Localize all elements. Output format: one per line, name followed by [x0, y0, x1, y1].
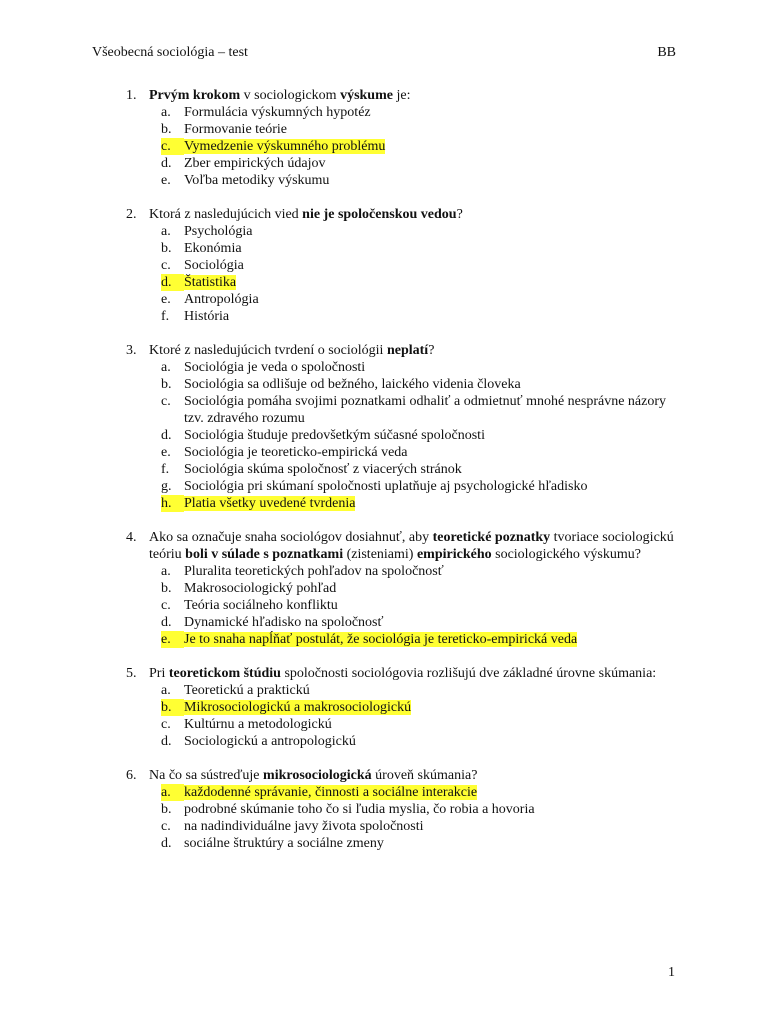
option-text: [184, 240, 686, 257]
option-text-content: Je to snaha napĺňať postulát, že sociológia je tereticko-empirická veda: [184, 632, 578, 647]
question-text-bold: neplatí: [386, 343, 429, 358]
question-3: [126, 342, 686, 512]
option-text: [184, 393, 686, 427]
option-label: c.: [161, 717, 171, 732]
option-label: h.: [161, 495, 184, 512]
option-text-content: Zber empirických údajov: [184, 156, 326, 171]
option-label: b.: [161, 377, 172, 392]
question-text-run: Ktoré z nasledujúcich tvrdení o sociológii: [149, 343, 387, 358]
option-text: [184, 716, 686, 733]
option-label: c.: [161, 394, 171, 409]
option-text-content: Sociológia skúma spoločnosť z viacerých stránok: [184, 462, 462, 477]
option-text: [184, 699, 686, 716]
answer-option: [126, 682, 686, 699]
question-text-run: (zisteniami): [343, 547, 417, 562]
option-text: [184, 784, 686, 801]
option-label: a.: [161, 683, 171, 698]
question-text-run: sociologického výskumu?: [491, 547, 641, 562]
question-text: [149, 665, 686, 682]
option-text-content: podrobné skúmanie toho čo si ľudia myslia, čo robia a hovoria: [184, 802, 535, 817]
question-text-bold: teoretickom štúdiu: [168, 666, 281, 681]
option-label: a.: [161, 224, 171, 239]
option-text-content: Pluralita teoretických pohľadov na spoločnosť: [184, 564, 444, 579]
question-number: 3.: [126, 343, 137, 358]
option-label: e.: [161, 173, 171, 188]
option-text: [184, 597, 686, 614]
question-text-run: v sociologickom: [240, 88, 341, 103]
question-stem: [126, 87, 686, 104]
option-text: [184, 274, 686, 291]
option-label: b.: [161, 802, 172, 817]
option-text-content: Antropológia: [184, 292, 259, 307]
answer-option: [126, 444, 686, 461]
option-text: [184, 478, 686, 495]
option-text-content: Sociológia študuje predovšetkým súčasné spoločnosti: [184, 428, 485, 443]
question-text-run: spoločnosti sociológovia rozlišujú dve základné úrovne skúmania:: [280, 666, 657, 681]
question-list: [126, 87, 686, 869]
option-label: e.: [161, 445, 171, 460]
answer-option: [126, 580, 686, 597]
option-text-content: Štatistika: [184, 275, 237, 290]
option-text: [184, 801, 686, 818]
option-text-content: Dynamické hľadisko na spoločnosť: [184, 615, 384, 630]
question-text-bold: teoretické poznatky: [432, 530, 551, 545]
answer-option-highlighted: [126, 274, 686, 291]
option-label: d.: [161, 428, 172, 443]
question-6: [126, 767, 686, 852]
option-text-content: Sociológia sa odlišuje od bežného, laického videnia človeka: [184, 377, 521, 392]
answer-option: [126, 733, 686, 750]
question-text: [149, 342, 686, 359]
option-text: [184, 359, 686, 376]
answer-option-highlighted: [126, 138, 686, 155]
answer-option: [126, 563, 686, 580]
option-text: [184, 427, 686, 444]
option-text-content: Teoretickú a praktickú: [184, 683, 310, 698]
answer-option: [126, 240, 686, 257]
question-text: [149, 529, 686, 563]
option-label: a.: [161, 564, 171, 579]
answer-option: [126, 172, 686, 189]
option-label: e.: [161, 631, 184, 648]
question-2: [126, 206, 686, 325]
question-stem: [126, 206, 686, 223]
question-1: [126, 87, 686, 189]
question-text-run: je:: [392, 88, 411, 103]
option-text: [184, 172, 686, 189]
question-text: [149, 767, 686, 784]
answer-option-highlighted: [126, 699, 686, 716]
question-text-run: tvoriace sociologickú teóriu: [149, 530, 674, 562]
option-text: [184, 444, 686, 461]
option-text: [184, 291, 686, 308]
answer-option: [126, 716, 686, 733]
option-label: b.: [161, 699, 184, 716]
option-text-content: sociálne štruktúry a sociálne zmeny: [184, 836, 384, 851]
question-4: [126, 529, 686, 648]
option-text-content: Makrosociologický pohľad: [184, 581, 337, 596]
option-text: [184, 631, 686, 648]
option-label: d.: [161, 156, 172, 171]
answer-option: [126, 427, 686, 444]
question-stem: [126, 665, 686, 682]
option-label: c.: [161, 258, 171, 273]
answer-option: [126, 359, 686, 376]
answer-option: [126, 121, 686, 138]
answer-option: [126, 155, 686, 172]
option-text-content: Platia všetky uvedené tvrdenia: [184, 496, 356, 511]
question-text-run: Na čo sa sústreďuje: [149, 768, 264, 783]
answer-option: [126, 376, 686, 393]
option-text-content: Sociológia je veda o spoločnosti: [184, 360, 366, 375]
option-text-content: Sociológia pomáha svojimi poznatkami odhaliť a odmietnuť mnohé nesprávne názory tzv. zdravého rozumu: [184, 394, 667, 426]
answer-option-highlighted: [126, 784, 686, 801]
option-text-content: každodenné správanie, činnosti a sociálne interakcie: [184, 785, 478, 800]
option-label: e.: [161, 292, 171, 307]
question-number: 2.: [126, 207, 137, 222]
question-stem: [126, 767, 686, 784]
option-label: c.: [161, 138, 184, 155]
option-text: [184, 121, 686, 138]
question-stem: [126, 342, 686, 359]
option-label: a.: [161, 105, 171, 120]
answer-option: [126, 835, 686, 852]
option-text-content: Mikrosociologickú a makrosociologickú: [184, 700, 412, 715]
option-label: c.: [161, 598, 171, 613]
question-text-run: Pri: [149, 666, 169, 681]
answer-option: [126, 614, 686, 631]
option-text-content: Sociologickú a antropologickú: [184, 734, 356, 749]
option-text: [184, 376, 686, 393]
question-text: [149, 87, 686, 104]
option-text: [184, 682, 686, 699]
option-label: b.: [161, 122, 172, 137]
question-text-bold: výskume: [340, 88, 393, 103]
option-label: c.: [161, 819, 171, 834]
option-text: [184, 563, 686, 580]
author-initials: BB: [657, 45, 676, 60]
option-label: b.: [161, 241, 172, 256]
option-text-content: Formovanie teórie: [184, 122, 288, 137]
question-5: [126, 665, 686, 750]
question-number: 6.: [126, 768, 137, 783]
question-text: [149, 206, 686, 223]
answer-option: [126, 257, 686, 274]
question-text-run: Ako sa označuje snaha sociológov dosiahnuť, aby: [149, 530, 433, 545]
option-text: [184, 818, 686, 835]
answer-option: [126, 308, 686, 325]
option-text-content: Kultúrnu a metodologickú: [184, 717, 332, 732]
answer-option: [126, 597, 686, 614]
page-number: 1: [668, 965, 675, 980]
option-text-content: na nadindividuálne javy života spoločnosti: [184, 819, 424, 834]
option-text-content: Vymedzenie výskumného problému: [184, 139, 386, 154]
option-label: f.: [161, 309, 170, 324]
document-title: Všeobecná sociológia – test: [92, 45, 248, 60]
answer-option: [126, 818, 686, 835]
option-label: a.: [161, 360, 171, 375]
option-text: [184, 835, 686, 852]
question-number: 1.: [126, 88, 137, 103]
question-text-bold: mikrosociologická: [263, 768, 372, 783]
option-label: d.: [161, 836, 172, 851]
question-number: 5.: [126, 666, 137, 681]
option-label: b.: [161, 581, 172, 596]
option-label: g.: [161, 479, 172, 494]
option-label: a.: [161, 784, 184, 801]
question-text-run: Ktorá z nasledujúcich vied: [149, 207, 303, 222]
option-label: d.: [161, 274, 184, 291]
question-text-run: úroveň skúmania?: [371, 768, 478, 783]
question-text-bold: empirického: [416, 547, 492, 562]
option-text: [184, 495, 686, 512]
option-text-content: Sociológia je teoreticko-empirická veda: [184, 445, 408, 460]
question-text-bold: nie je spoločenskou vedou: [302, 207, 457, 222]
option-text: [184, 104, 686, 121]
option-text-content: História: [184, 309, 230, 324]
option-label: d.: [161, 734, 172, 749]
option-text-content: Psychológia: [184, 224, 253, 239]
answer-option: [126, 393, 686, 427]
option-text: [184, 461, 686, 478]
option-label: f.: [161, 462, 170, 477]
option-label: d.: [161, 615, 172, 630]
option-text: [184, 580, 686, 597]
option-text: [184, 223, 686, 240]
page-header: [92, 44, 676, 62]
option-text-content: Ekonómia: [184, 241, 242, 256]
option-text-content: Sociológia: [184, 258, 244, 273]
option-text-content: Formulácia výskumných hypotéz: [184, 105, 371, 120]
question-text-run: ?: [456, 207, 463, 222]
option-text-content: Sociológia pri skúmaní spoločnosti uplatňuje aj psychologické hľadisko: [184, 479, 588, 494]
question-text-run: ?: [428, 343, 435, 358]
question-text-bold: boli v súlade s poznatkami: [185, 547, 344, 562]
answer-option-highlighted: [126, 495, 686, 512]
question-number: 4.: [126, 530, 137, 545]
answer-option: [126, 104, 686, 121]
option-text: [184, 733, 686, 750]
question-stem: [126, 529, 686, 563]
option-text: [184, 308, 686, 325]
answer-option: [126, 478, 686, 495]
answer-option: [126, 801, 686, 818]
option-text: [184, 138, 686, 155]
answer-option-highlighted: [126, 631, 686, 648]
option-text-content: Voľba metodiky výskumu: [184, 173, 330, 188]
answer-option: [126, 291, 686, 308]
option-text-content: Teória sociálneho konfliktu: [184, 598, 338, 613]
answer-option: [126, 223, 686, 240]
answer-option: [126, 461, 686, 478]
option-text: [184, 257, 686, 274]
question-text-bold: Prvým krokom: [149, 88, 241, 103]
option-text: [184, 614, 686, 631]
option-text: [184, 155, 686, 172]
